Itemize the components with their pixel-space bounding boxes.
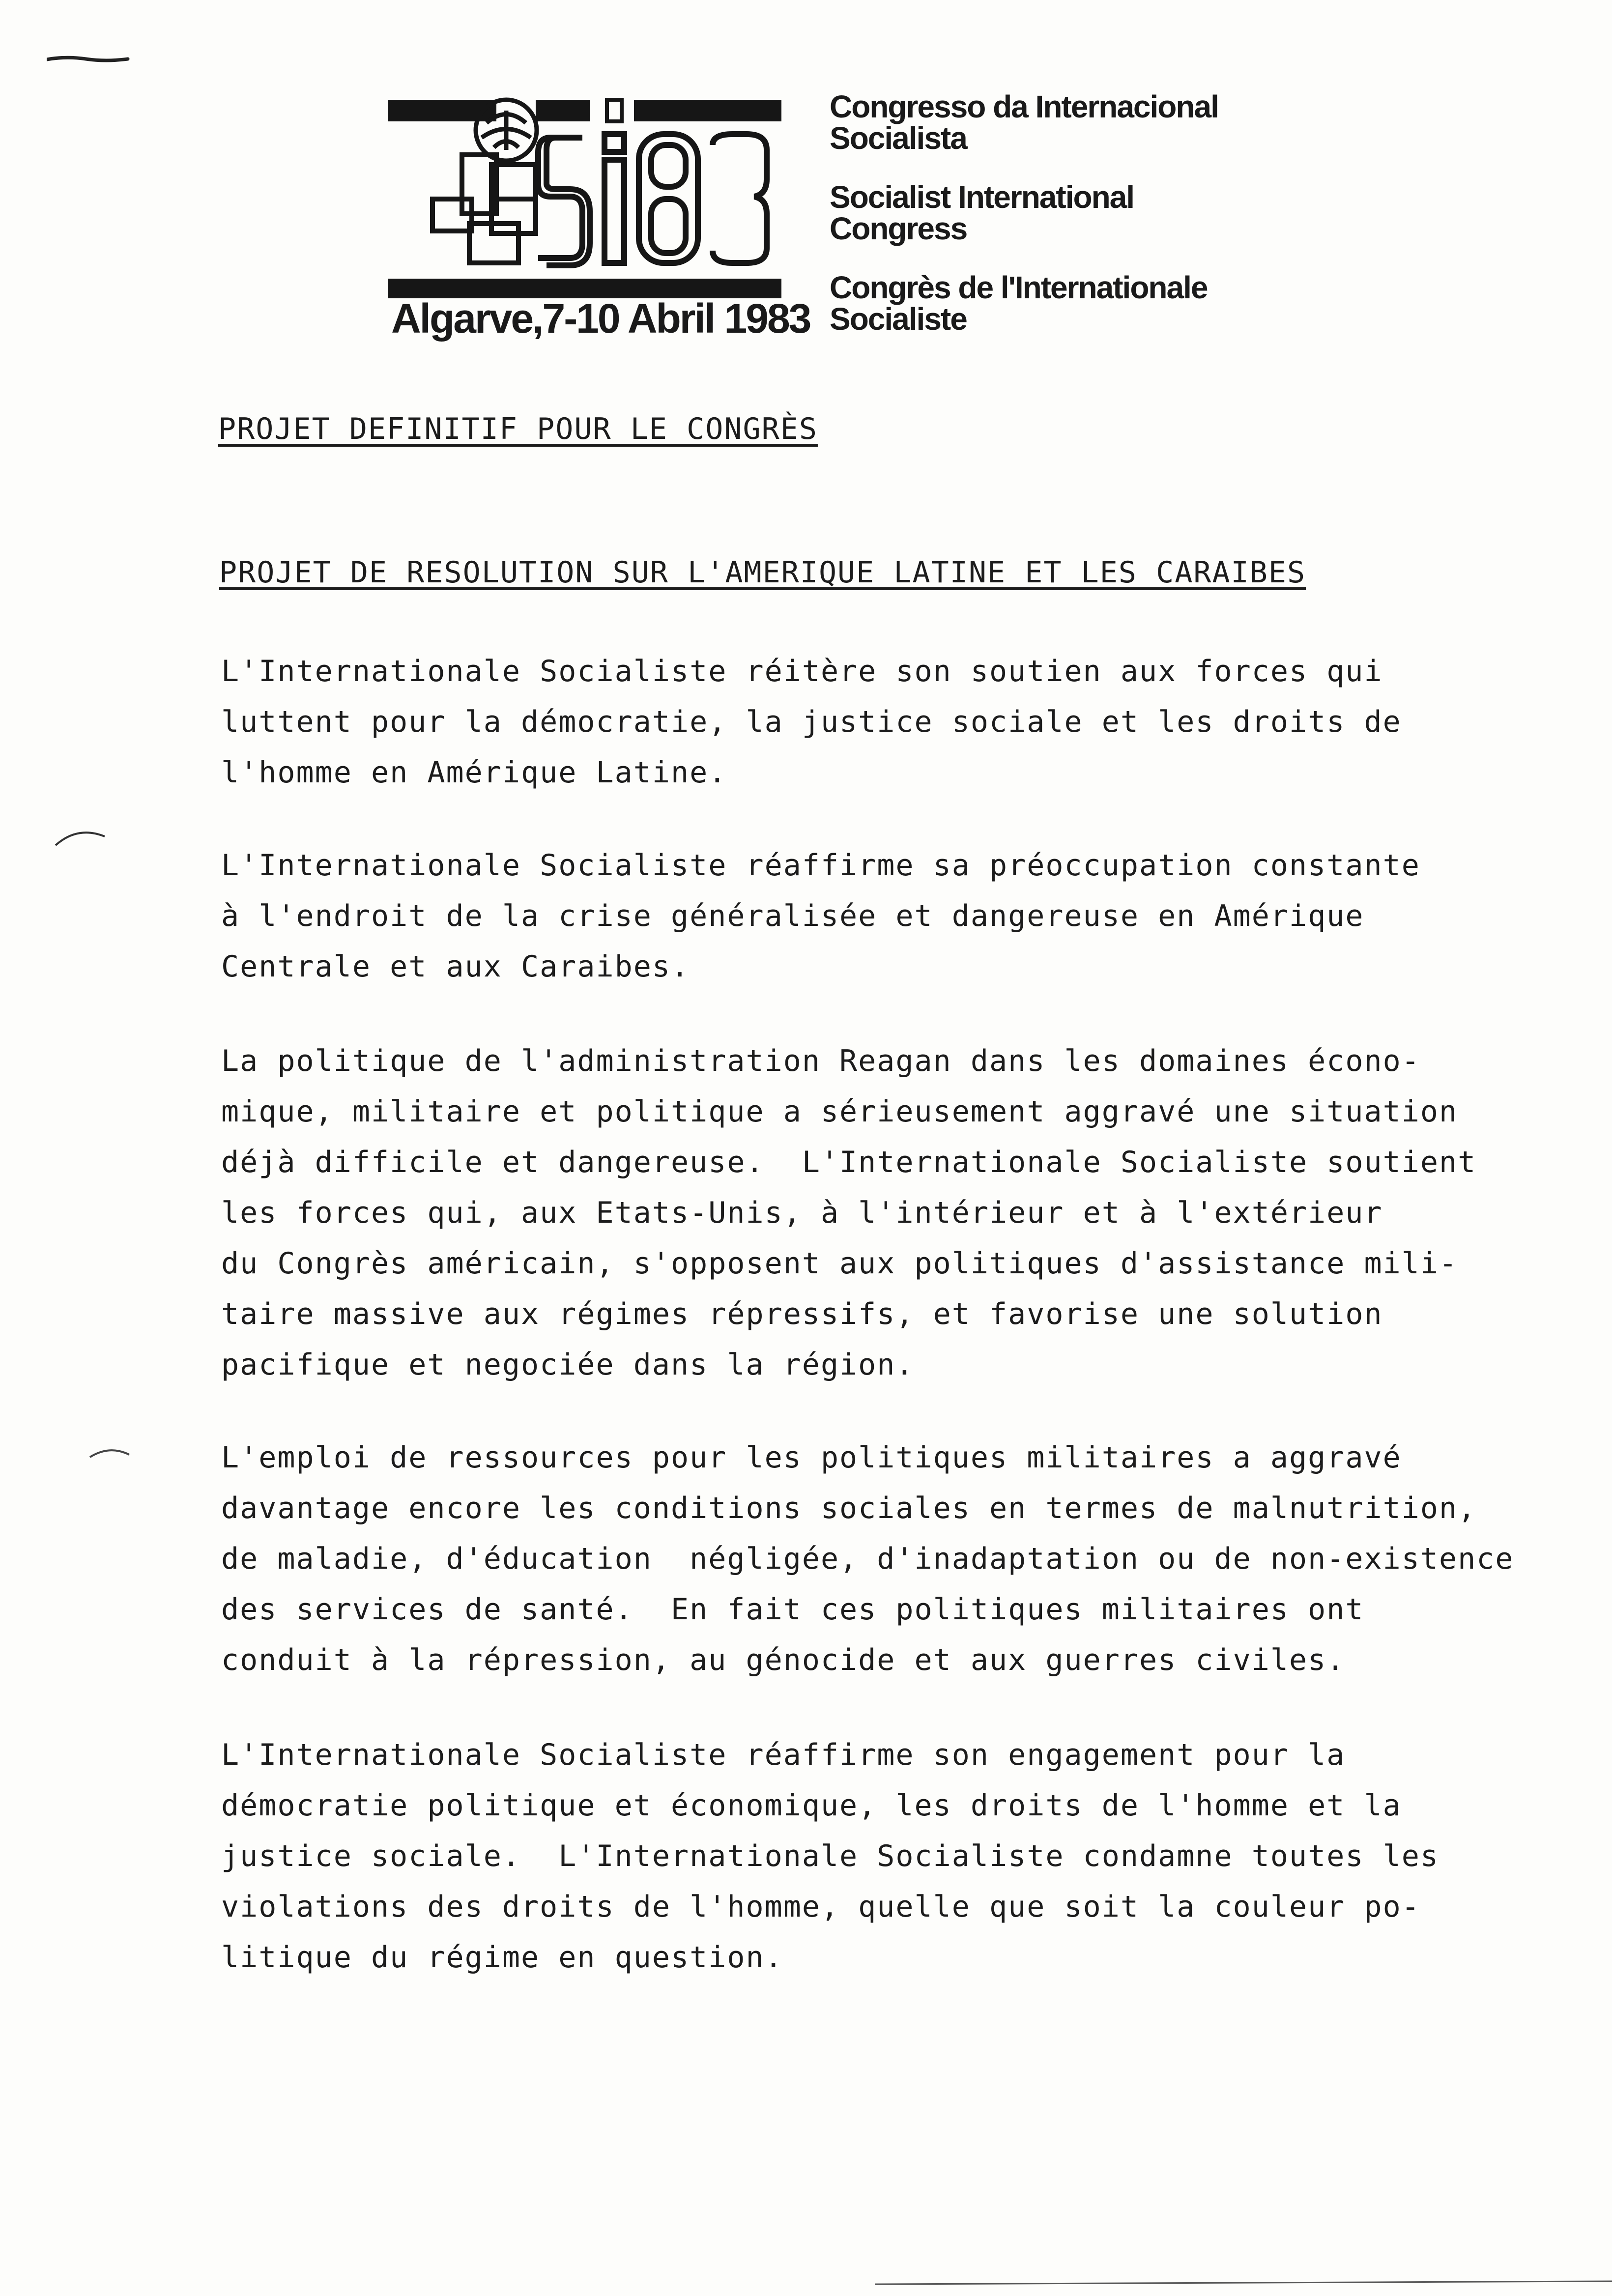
text-line: violations des droits de l'homme, quelle que soit la couleur po- — [221, 1890, 1420, 1924]
text-line: L'Internationale Socialiste réaffirme sa préoccupation constante — [221, 848, 1420, 883]
paragraph — [221, 646, 1597, 798]
text-line: La politique de l'administration Reagan dans les domaines écono- — [221, 1044, 1420, 1078]
si83-logo-icon — [388, 96, 781, 302]
text-line: L'Internationale Socialiste réaffirme son engagement pour la — [221, 1738, 1346, 1772]
text-line: déjà difficile et dangereuse. L'Internationale Socialiste soutient — [221, 1145, 1477, 1179]
page-edge-line — [875, 2280, 1612, 2286]
text-line: L'Internationale Socialiste réitère son soutien aux forces qui — [221, 654, 1383, 689]
text-line: litique du régime en question. — [221, 1940, 783, 1975]
text-line: justice sociale. L'Internationale Socialiste condamne toutes les — [221, 1839, 1439, 1873]
text-line: davantage encore les conditions sociales en termes de malnutrition, — [221, 1491, 1477, 1525]
text-line: L'emploi de ressources pour les politiques militaires a aggravé — [221, 1440, 1402, 1475]
text-line: l'homme en Amérique Latine. — [221, 755, 727, 790]
paragraph — [221, 840, 1597, 992]
congress-name-english: Socialist International Congress — [830, 179, 1134, 246]
event-date: Algarve,7-10 Abril 1983 — [391, 295, 810, 342]
text-line: conduit à la répression, au génocide et aux guerres civiles. — [221, 1643, 1346, 1677]
text-line: les forces qui, aux Etats-Unis, à l'intérieur et à l'extérieur — [221, 1196, 1383, 1230]
text-line: de maladie, d'éducation négligée, d'inadaptation ou de non-existence — [221, 1542, 1514, 1576]
congress-logo — [388, 96, 781, 302]
paragraph — [221, 1730, 1597, 1983]
text-line: démocratie politique et économique, les droits de l'homme et la — [221, 1788, 1402, 1823]
resolution-title: PROJET DE RESOLUTION SUR L'AMERIQUE LATINE ET LES CARAIBES — [219, 555, 1306, 590]
congress-name-portuguese: Congresso da Internacional Socialista — [830, 89, 1218, 156]
text-line: pacifique et negociée dans la région. — [221, 1348, 915, 1382]
congress-name-french: Congrès de l'Internationale Socialiste — [830, 270, 1208, 337]
text-line: Centrale et aux Caraibes. — [221, 949, 690, 984]
paragraph — [221, 1433, 1597, 1686]
congress-names — [830, 91, 1321, 362]
text-line: des services de santé. En fait ces politiques militaires ont — [221, 1592, 1364, 1627]
text-line: mique, militaire et politique a sérieusement aggravé une situation — [221, 1094, 1458, 1129]
paragraph — [221, 1036, 1597, 1390]
document-heading: PROJET DEFINITIF POUR LE CONGRÈS — [218, 412, 818, 446]
pen-stroke-mark — [47, 55, 130, 63]
text-line: luttent pour la démocratie, la justice sociale et les droits de — [221, 705, 1402, 739]
text-line: taire massive aux régimes répressifs, et favorise une solution — [221, 1297, 1383, 1331]
punch-hole-mark — [87, 1445, 132, 1460]
text-line: du Congrès américain, s'opposent aux politiques d'assistance mili- — [221, 1246, 1458, 1281]
punch-hole-mark — [53, 826, 107, 850]
text-line: à l'endroit de la crise généralisée et dangereuse en Amérique — [221, 899, 1364, 933]
